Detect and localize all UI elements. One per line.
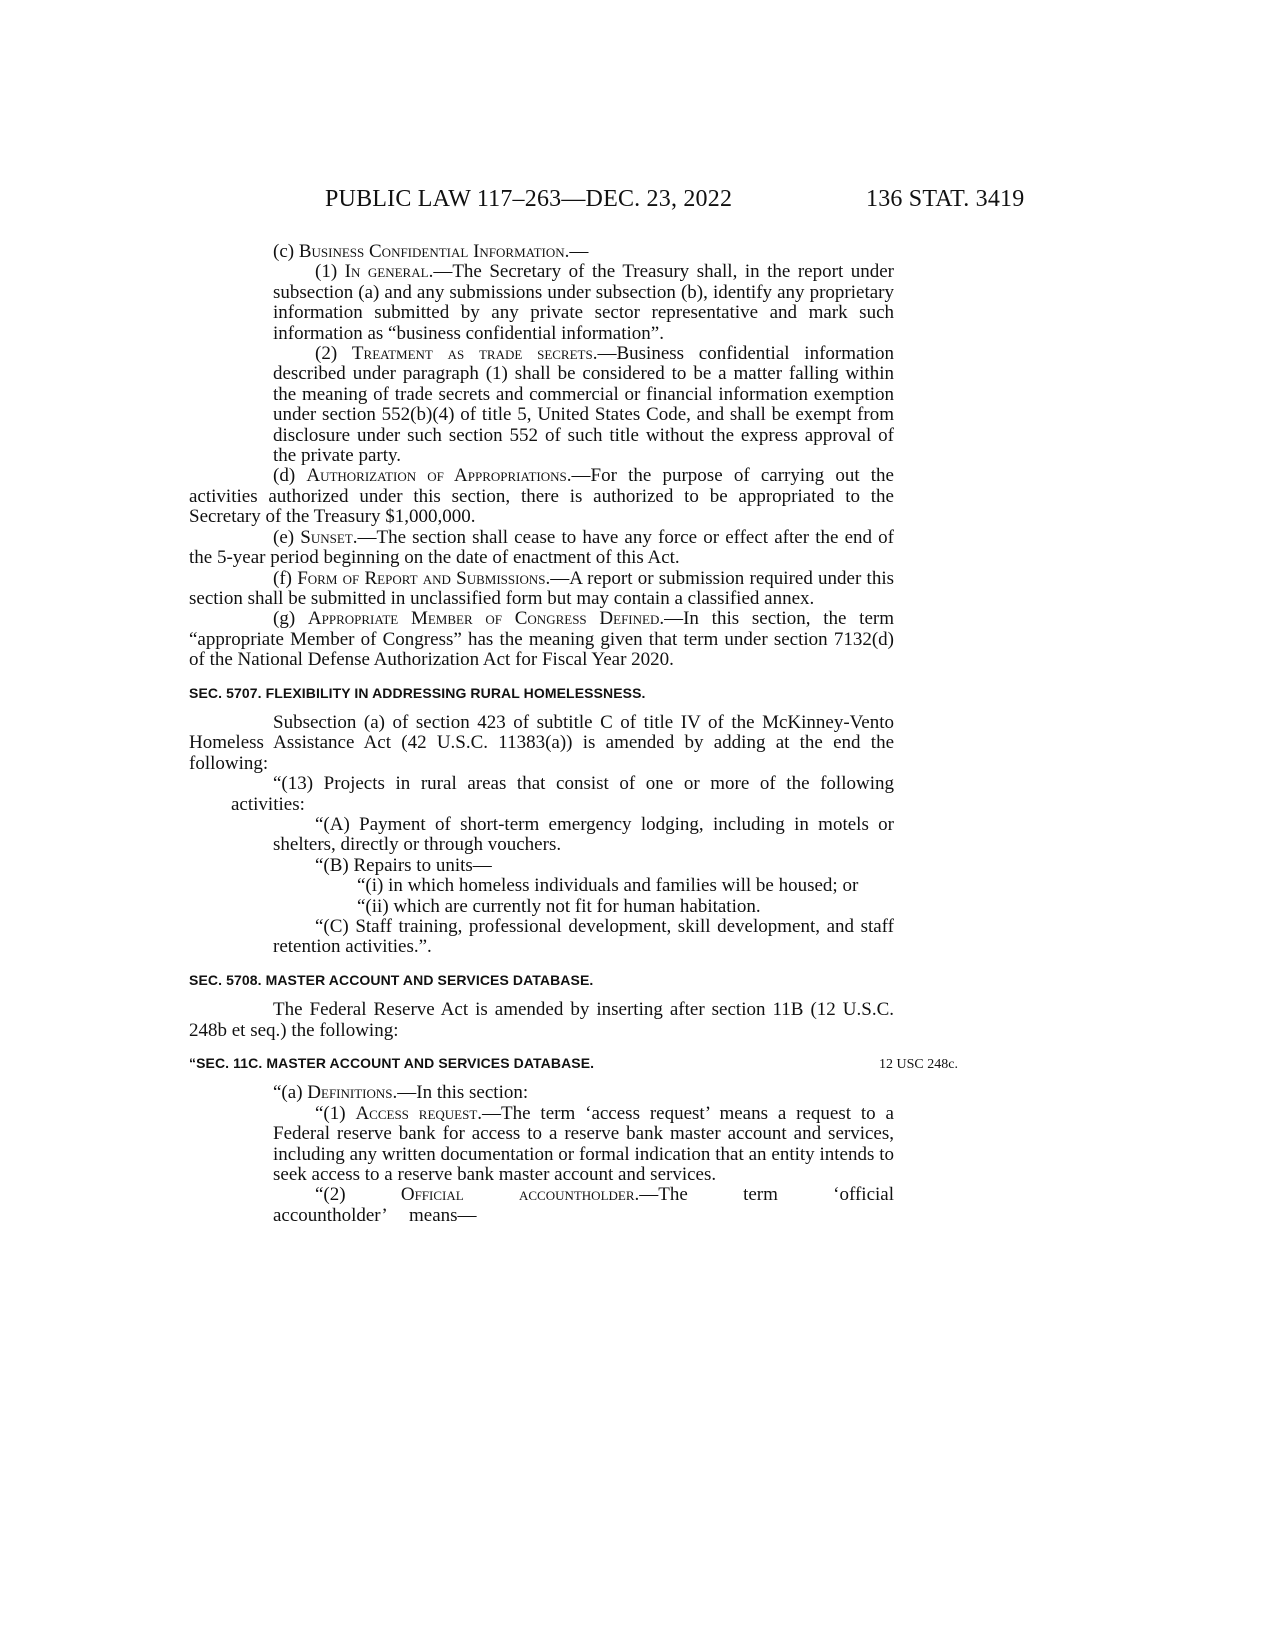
- subsection-g: (g) Appropriate Member of Congress Defined.—In this section, the term “appropriate Member of Congress” has the meaning given that term under section 7132(d) of the National Defense Authorization Act for Fiscal Year 2020.: [189, 608, 894, 671]
- paragraph-c1: (1) In general.—The Secretary of the Treasury shall, in the report under subsection (a) and any submissions under subsection (b), identify any proprietary information submitted by any private sector representative and mark such information as “business confidential information”.: [273, 261, 894, 344]
- item-B-i: “(i) in which homeless individuals and families will be housed; or: [357, 875, 859, 897]
- paragraph-c2: (2) Treatment as trade secrets.—Business confidential information described under paragraph (1) shall be considered to be a matter falling within the meaning of trade secrets and commercial or financial information exemption under section 552(b)(4) of title 5, United States Code, and shall be exempt from disclosure under such section 552 of such title without the express approval of the private party.: [273, 343, 895, 467]
- item-B: “(B) Repairs to units—: [315, 854, 492, 876]
- section-11c-heading: “SEC. 11C. MASTER ACCOUNT AND SERVICES DATABASE.: [189, 1055, 595, 1072]
- section-5707-heading: SEC. 5707. FLEXIBILITY IN ADDRESSING RURAL HOMELESSNESS.: [189, 684, 646, 701]
- subsection-c-heading: (c) Business Confidential Information.—: [273, 241, 589, 262]
- running-header-stat-page: 136 STAT. 3419: [866, 186, 1025, 212]
- section-5707-intro: Subsection (a) of section 423 of subtitle C of title IV of the McKinney-Vento Homeless Assistance Act (42 U.S.C. 11383(a)) is amended by adding at the end the following:: [189, 711, 894, 774]
- subsection-a-definitions: “(a) Definitions.—In this section:: [273, 1082, 529, 1104]
- section-11c-row: [189, 1053, 958, 1073]
- section-5708-intro: The Federal Reserve Act is amended by inserting after section 11B (12 U.S.C. 248b et seq.) the following:: [189, 999, 894, 1041]
- subsection-e: (e) Sunset.—The section shall cease to have any force or effect after the end of the 5-year period beginning on the date of enactment of this Act.: [189, 526, 894, 569]
- item-A: “(A) Payment of short-term emergency lodging, including in motels or shelters, directly or through vouchers.: [273, 813, 894, 856]
- item-13: “(13) Projects in rural areas that consist of one or more of the following activities:: [231, 773, 894, 815]
- paragraph-a2: “(2) Official accountholder.—The term ‘official accountholder’ means—: [273, 1184, 894, 1226]
- running-header-title: PUBLIC LAW 117–263—DEC. 23, 2022: [325, 186, 733, 212]
- statute-body: [189, 241, 958, 1226]
- paragraph-a1: “(1) Access request.—The term ‘access request’ means a request to a Federal reserve bank for access to a reserve bank master account and services, including any written documentation or formal indication that an entity intends to seek access to a reserve bank master account and services.: [273, 1102, 894, 1186]
- item-C: “(C) Staff training, professional development, skill development, and staff retention activities.”.: [273, 916, 894, 958]
- section-5708-heading: SEC. 5708. MASTER ACCOUNT AND SERVICES DATABASE.: [189, 971, 594, 988]
- margin-note-usc-citation: 12 USC 248c.: [879, 1057, 958, 1073]
- item-B-ii: “(ii) which are currently not fit for human habitation.: [357, 895, 761, 917]
- subsection-d: (d) Authorization of Appropriations.—For the purpose of carrying out the activities authorized under this section, there is authorized to be appropriated to the Secretary of the Treasury $1,000,000.: [189, 465, 894, 528]
- subsection-f: (f) Form of Report and Submissions.—A report or submission required under this section shall be submitted in unclassified form but may contain a classified annex.: [189, 567, 895, 609]
